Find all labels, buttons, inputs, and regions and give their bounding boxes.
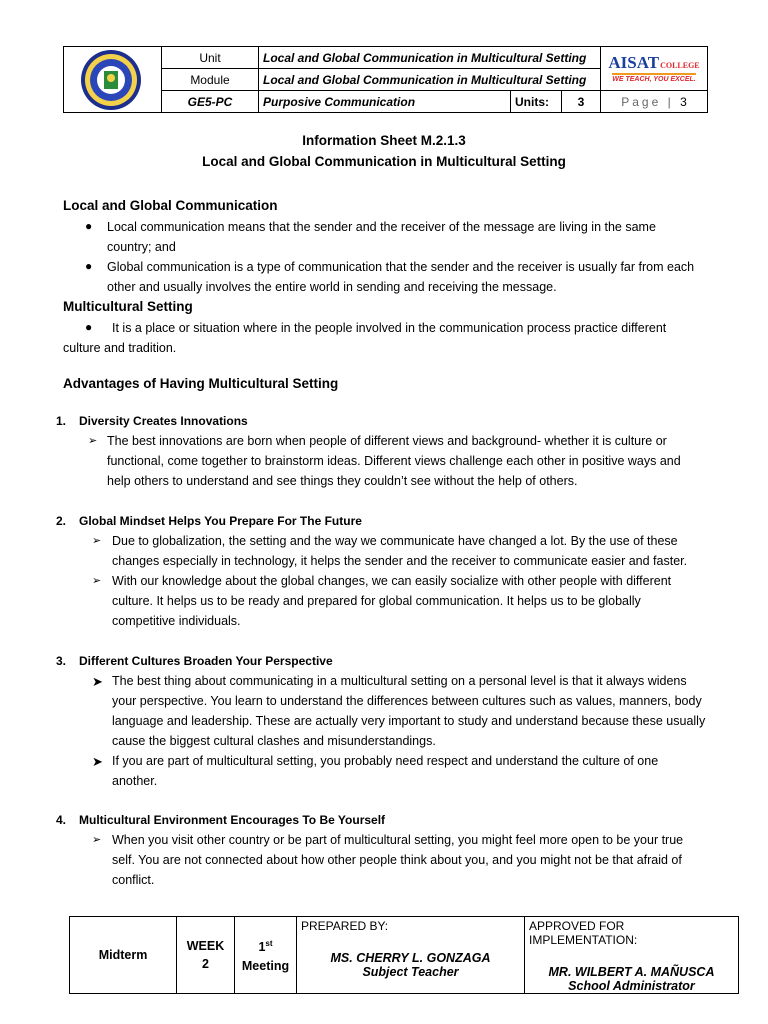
item2-text-line: Due to globalization, the setting and the way we communicate have changed a lot. By the use of these [112,534,678,548]
item2-text-line: changes especially in technology, it helps the sender and the receiver to communicate easier and faster. [112,554,688,568]
bullet-icon: ● [85,320,93,334]
module-label: Module [162,69,259,91]
sheet-subtitle: Local and Global Communication in Multicultural Setting [202,154,566,169]
logo-sub: COLLEGE [660,61,700,70]
unit-value: Local and Global Communication in Multicultural Setting [259,47,601,69]
meeting-suffix: st [265,939,273,949]
college-logo-cell [601,47,708,91]
footer-table [69,916,739,994]
item1-text-line: The best innovations are born when people of different views and background- whether it is culture or [107,434,667,448]
arrow-bullet-icon: ➤ [92,674,103,689]
item2-text-line: competitive individuals. [112,614,241,628]
logo-tagline: WE TEACH, YOU EXCEL. [612,73,696,83]
approved-cell [525,917,739,994]
page-label: Page [621,94,662,109]
item3-text-line: The best thing about communicating in a multicultural setting on a personal level is that it always widens [112,674,687,688]
item4-text-line: conflict. [112,873,155,887]
aisat-logo [605,54,703,83]
meeting-number: 1 [258,940,266,955]
advantages-heading: Advantages of Having Multicultural Setting [63,376,339,391]
item3-text-line: cause the biggest cultural clashes and misunderstandings. [112,734,436,748]
school-seal-cell [64,47,162,113]
item3-text-line: your perspective. You learn to understand the differences between cultures such as values, manners, body [112,694,702,708]
arrow-bullet-icon: ➢ [92,834,102,846]
prepared-label: PREPARED BY: [301,919,389,933]
prepared-cell [297,917,525,994]
week-label: WEEK [186,939,225,953]
arrow-bullet-icon: ➢ [92,535,102,547]
bullet-global-line2: other and usually involves the entire world in sending and receiving the message. [107,280,557,294]
item3-text-line: language and leadership. These are actually very important to study and understand because these usually [112,714,706,728]
item4-text-line: self. You are not connected about how other people think about you, and you might not be that afraid of [112,853,682,867]
item3-text-line: another. [112,774,158,788]
bullet-icon: ● [85,219,93,233]
meeting-cell [235,917,297,994]
school-seal-icon [68,50,154,110]
item4-text-line: When you visit other country or be part of multicultural setting, you might feel more open to be your true [112,833,684,847]
bullet-local-line1: Local communication means that the sender and the receiver of the message are living in the same [107,220,656,234]
bullet-global-line1: Global communication is a type of communication that the sender and the receiver is usually far from each [107,260,695,274]
page-number: 3 [680,94,687,109]
section-heading-multicultural: Multicultural Setting [63,299,193,314]
approved-role: School Administrator [568,979,695,993]
section-heading-local-global: Local and Global Communication [63,198,278,213]
units-value: 3 [562,91,601,113]
prepared-role: Subject Teacher [362,965,459,979]
item3-text-line: If you are part of multicultural setting, you probably need respect and understand the culture of one [112,754,659,768]
item-number: 3. [56,654,67,668]
approved-label: APPROVED FOR IMPLEMENTATION: [529,919,638,947]
item-number: 4. [56,813,67,827]
approved-name: MR. WILBERT A. MAÑUSCA [548,965,715,979]
bullet-icon: ● [85,259,93,273]
module-value: Local and Global Communication in Multicultural Setting [259,69,601,91]
units-label: Units: [511,91,562,113]
header-table [63,46,708,113]
logo-brand: AISAT [608,53,660,72]
item2-text-line: culture. It helps us to be ready and prepared for global communication. It helps us to be globally [112,594,641,608]
arrow-bullet-icon: ➢ [88,435,98,447]
item2-text-line: With our knowledge about the global changes, we can easily socialize with other people with different [112,574,672,588]
item1-text-line: functional, come together to brainstorm ideas. Different views challenge each other in positive ways and [107,454,681,468]
arrow-bullet-icon: ➢ [92,575,102,587]
item-title: Global Mindset Helps You Prepare For The Future [79,514,362,528]
prepared-name: MS. CHERRY L. GONZAGA [330,951,491,965]
item-title: Different Cultures Broaden Your Perspective [79,654,333,668]
course-code: GE5-PC [162,91,259,113]
week-cell [177,917,235,994]
unit-label: Unit [162,47,259,69]
meeting-label: Meeting [241,958,290,973]
page-indicator: Page | 3 [601,91,708,113]
item-title: Multicultural Environment Encourages To Be Yourself [79,813,386,827]
multicultural-def-line2: culture and tradition. [63,341,177,355]
bullet-local-line2: country; and [107,240,176,254]
week-number: 2 [202,957,209,971]
item-number: 1. [56,414,67,428]
sheet-title: Information Sheet M.2.1.3 [302,133,466,148]
arrow-bullet-icon: ➤ [92,754,103,769]
term-cell: Midterm [70,917,177,994]
course-name: Purposive Communication [259,91,511,113]
item-title: Diversity Creates Innovations [79,414,248,428]
item1-text-line: help others to understand and see things they couldn’t see without the help of others. [107,474,578,488]
multicultural-def-line1: It is a place or situation where in the people involved in the communication process practice different [112,321,667,335]
item-number: 2. [56,514,67,528]
